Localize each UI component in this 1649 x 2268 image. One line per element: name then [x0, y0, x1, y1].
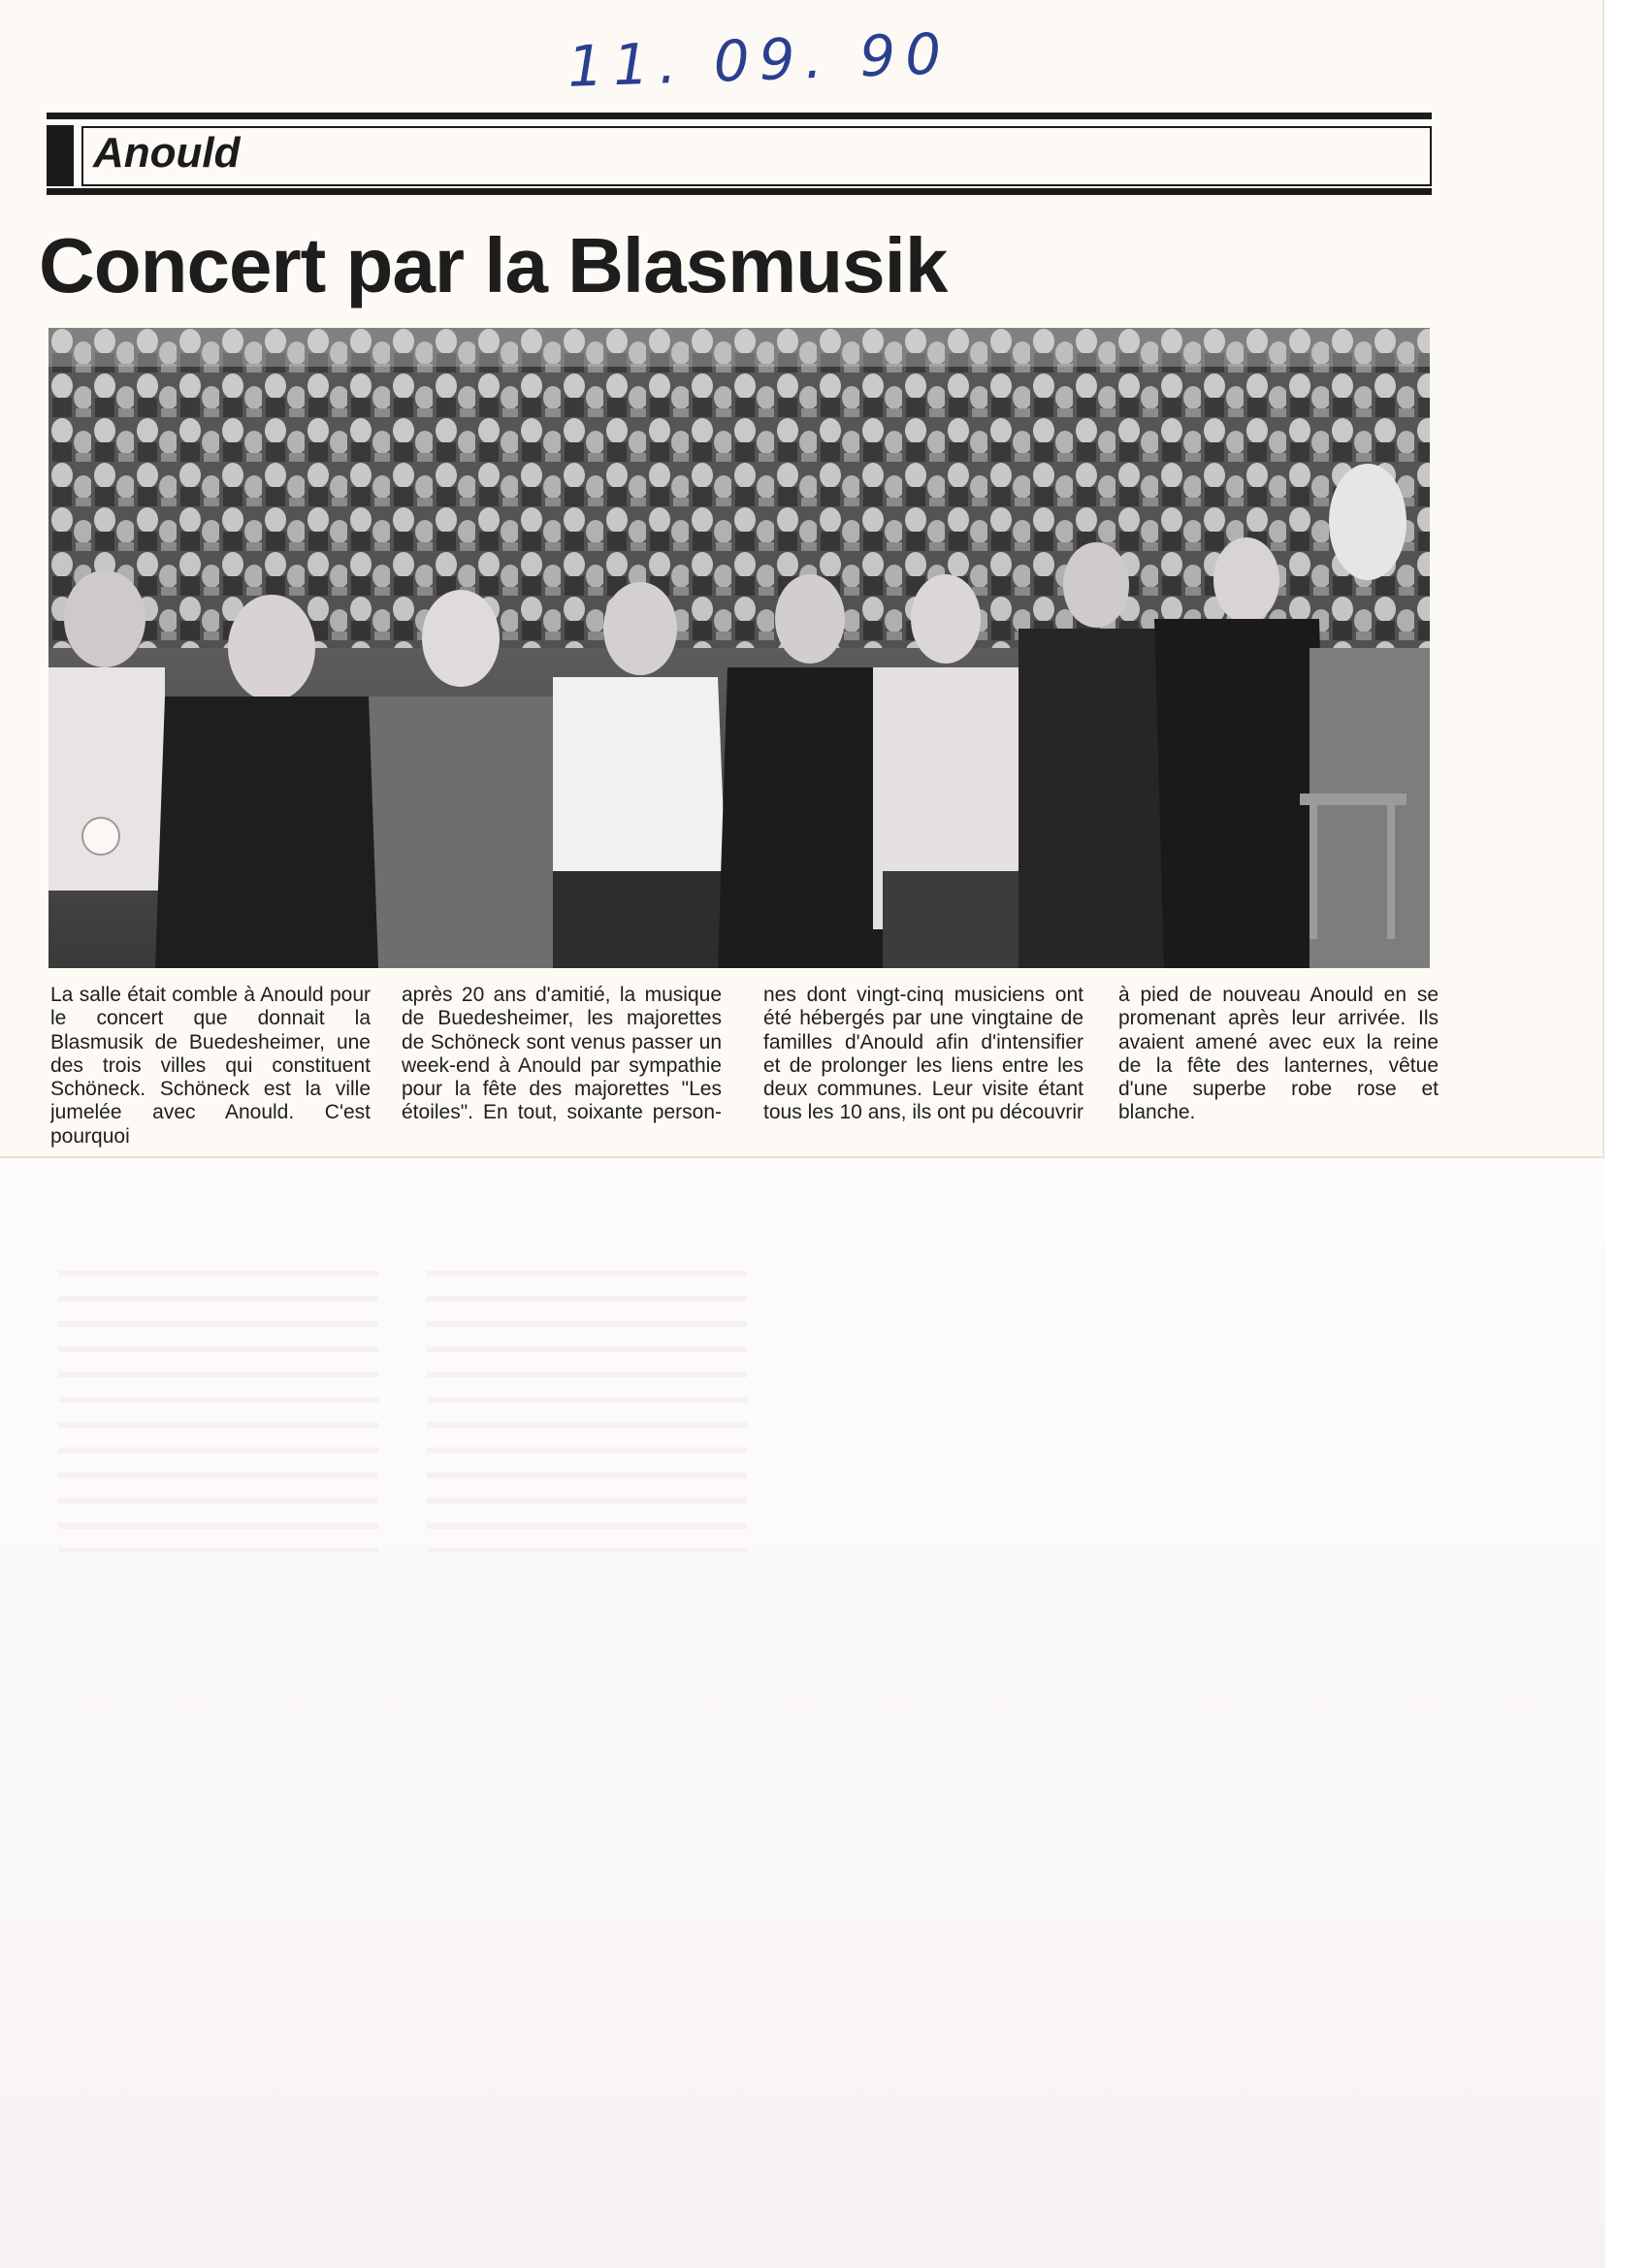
- scan-margin: [1605, 0, 1649, 2268]
- article-column-2: après 20 ans d'amitié, la musique de Buedesheimer, les majorettes de Schöneck sont venus passer un week-end à Anould par sympathie pour la fête des majorettes "Les étoiles". En tout, soixante person-: [402, 984, 722, 1124]
- article-column-3: nes dont vingt-cinq musiciens ont été hébergés par une vingtaine de familles d'Anould afin d'intensifier et de prolonger les liens entre les deux communes. Leur visite étant tous les 10 ans, ils ont pu découvrir: [763, 984, 1083, 1124]
- headline: Concert par la Blasmusik: [39, 222, 948, 308]
- rubric-marker: [47, 125, 74, 186]
- audience-photo: [48, 328, 1430, 968]
- punch-hole: [81, 817, 120, 856]
- show-through-text: [427, 1271, 747, 1552]
- rubric-rule-bottom: [47, 188, 1432, 195]
- rubric-rule-top: [47, 113, 1432, 119]
- rubric-frame: [81, 126, 1432, 186]
- article-column-1: La salle était comble à Anould pour le concert que donnait la Blasmusik de Buedesheimer, une des trois villes qui constituent Schöneck. Schöneck est la ville jumelée avec Anould. C'est pourquoi: [50, 984, 371, 1148]
- show-through-text: [58, 1271, 378, 1552]
- article-column-4: à pied de nouveau Anould en se promenant après leur arrivée. Ils avaient amené avec eux la reine de la fête des lanternes, vêtue d'une superbe robe rose et blanche.: [1118, 984, 1439, 1124]
- audience-photo-graphic: [48, 328, 1430, 968]
- handwritten-date: 11. 09. 90: [566, 20, 953, 100]
- rubric-label: Anould: [93, 129, 241, 177]
